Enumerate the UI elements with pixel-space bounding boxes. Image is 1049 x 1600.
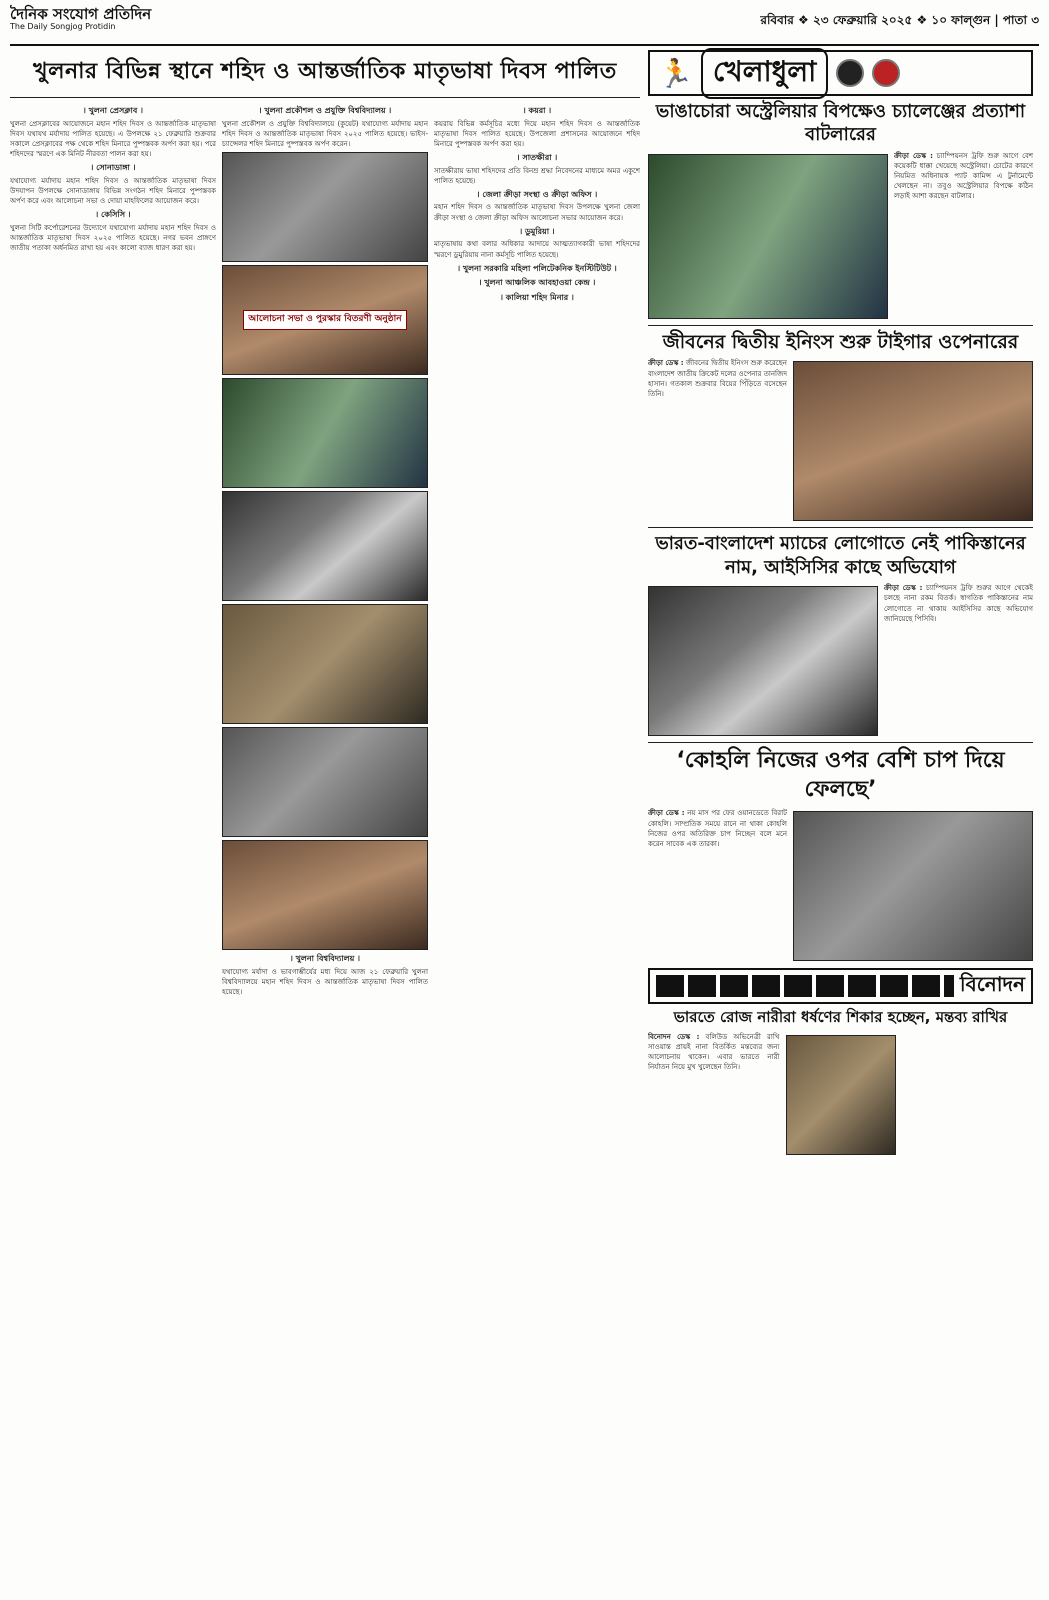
sports-banner bbox=[648, 50, 1033, 96]
credit: ক্রীড়া ডেস্ক : bbox=[884, 584, 923, 593]
story-paragraph: বলিউড অভিনেত্রী রাখি সাওয়ান্ত প্রায়ই নানা বিতর্কিত মন্তব্যের জন্য আলোচনায় থাকেন। এবার ভারতে নারী নির্যাতন নিয়ে মুখ খুলেছেন তিনি। bbox=[648, 1032, 780, 1072]
filmstrip-icon bbox=[656, 975, 954, 997]
subhead: । কেসিসি । bbox=[95, 210, 131, 220]
paragraph: সাতক্ষীরায় ভাষা শহিদদের প্রতি বিনম্র শ্রদ্ধা নিবেদনের মাধ্যমে অমর একুশে পালিত হয়েছে। bbox=[434, 166, 640, 185]
page-grid bbox=[10, 50, 1039, 1580]
story-body bbox=[648, 808, 1033, 964]
paragraph: কয়রায় বিভিন্ন কর্মসূচির মধ্যে দিয়ে মহান শহিদ দিবস ও আন্তর্জাতিক মাতৃভাষা দিবস পালিত হয়েছে। উপজেলা প্রশাসনের আয়োজনে শহিদ মিনারে পুষ্পস্তবক অর্পণ করা হয়। bbox=[434, 119, 640, 148]
wedding-photo bbox=[793, 361, 1033, 521]
story-body bbox=[648, 358, 1033, 524]
credit: বিনোদন ডেস্ক : bbox=[648, 1032, 700, 1041]
paper-name: দৈনিক সংযোগ প্রতিদিন bbox=[10, 5, 152, 23]
team-photo bbox=[648, 154, 888, 319]
sports-title: খেলাধুলা bbox=[701, 48, 828, 99]
left-section bbox=[10, 50, 640, 1580]
event-photo-banner bbox=[222, 265, 428, 375]
credit: ক্রীড়া ডেস্ক : bbox=[648, 809, 685, 818]
subhead: । ডুমুরিয়া । bbox=[519, 226, 555, 236]
banner-text: আলোচনা সভা ও পুরস্কার বিতরণী অনুষ্ঠান bbox=[243, 310, 406, 329]
subhead: । জেলা ক্রীড়া সংস্থা ও ক্রীড়া অফিস । bbox=[476, 189, 598, 199]
main-headline: খুলনার বিভিন্ন স্থানে শহিদ ও আন্তর্জাতিক মাতৃভাষা দিবস পালিত bbox=[10, 50, 640, 98]
article-column-1 bbox=[10, 102, 216, 1580]
paragraph: খুলনা সিটি কর্পোরেশনের উদ্যোগে যথাযোগ্য মর্যাদায় মহান শহিদ দিবস ও আন্তর্জাতিক মাতৃভাষা দিবস ২০২৫ পালিত হয়েছে। নগর ভবন প্রাঙ্গণে জাতীয় পতাকা অর্ধনমিত রাখা হয় এবং কালো ব্যাজ ধারণ করা হয়। bbox=[10, 223, 216, 253]
event-photo bbox=[222, 378, 428, 488]
subhead: । সাতক্ষীরা । bbox=[516, 153, 558, 163]
event-photo bbox=[222, 604, 428, 724]
entertainment-title: বিনোদন bbox=[959, 971, 1025, 996]
paper-name-en: The Daily Songjog Protidin bbox=[10, 21, 116, 31]
credit: ক্রীড়া ডেস্ক : bbox=[894, 151, 933, 160]
cricket-ball-icon bbox=[872, 59, 900, 87]
runner-icon: 🏃 bbox=[658, 56, 693, 90]
entertainment-banner bbox=[648, 968, 1033, 1004]
story-headline: ভারতে রোজ নারীরা ধর্ষণের শিকার হচ্ছেন, মন্তব্য রাখির bbox=[673, 1008, 1008, 1027]
event-photo bbox=[222, 152, 428, 262]
paragraph: মাতৃভাষায় কথা বলার অধিকার আদায়ে আত্মত্যাগকারী ভাষা শহিদদের স্মরণে ডুমুরিয়ায় নানা কর্মসূচি পালিত হয়েছে। bbox=[434, 240, 640, 259]
subhead: । খুলনা আঞ্চলিক আবহাওয়া কেন্দ্র । bbox=[478, 278, 596, 288]
story-paragraph: চ্যাম্পিয়নস ট্রফি শুরুর আগে থেকেই চলছে নানা রকম বিতর্ক। স্বাগতিক পাকিস্তানের নাম লোগোতে না থাকায় আইসিসির কাছে অভিযোগ জানিয়েছে পিসিবি। bbox=[884, 584, 1033, 623]
credit: ক্রীড়া ডেস্ক : bbox=[648, 359, 684, 368]
story-text bbox=[884, 583, 1033, 739]
paper-logo bbox=[10, 6, 151, 31]
article-columns bbox=[10, 102, 640, 1580]
story-paragraph: চ্যাম্পিয়নস ট্রফি শুরু আগে বেশ কয়েকটি ধাক্কা খেয়েছে অস্ট্রেলিয়া। চোটের কারণে নিয়মিত অধিনায়ক প্যাট কামিন্স এ টুর্নামেন্টে খেলছেন না। তবুও অস্ট্রেলিয়ার বিপক্ষে কঠিন লড়াই আশা করছেন বাটলার। bbox=[894, 151, 1033, 201]
story-paragraph: জীবনের দ্বিতীয় ইনিংস শুরু করেছেন বাংলাদেশ জাতীয় ক্রিকেট দলের ওপেনার তানজিদ হাসান। গতকাল শুক্রবার বিয়ের পিঁড়িতে বসেছেন তিনি। bbox=[648, 359, 787, 398]
dateline: রবিবার ❖ ২৩ ফেব্রুয়ারি ২০২৫ ❖ ১০ ফাল্গুন | পাতা ৩ bbox=[760, 13, 1039, 27]
right-section bbox=[648, 50, 1033, 1580]
story-headline: ভারত-বাংলাদেশ ম্যাচের লোগোতে নেই পাকিস্তানের নাম, আইসিসির কাছে অভিযোগ bbox=[648, 527, 1033, 583]
subhead: । কয়রা । bbox=[522, 106, 552, 115]
story-headline: জীবনের দ্বিতীয় ইনিংস শুরু টাইগার ওপেনারের bbox=[648, 325, 1033, 359]
paragraph: খুলনা প্রেসক্লাবের আয়োজনে মহান শহিদ দিবস ও আন্তর্জাতিক মাতৃভাষা দিবস যথাযথ মর্যাদায় পালিত হয়েছে। এ উপলক্ষে ২১ ফেব্রুয়ারি শুক্রবার সকালে প্রেসক্লাবের পক্ষ থেকে শহিদ মিনারে পুষ্পস্তবক অর্পণ করা হয়। পরে শহিদদের স্মরণে এক মিনিট নীরবতা পালন করা হয়। bbox=[10, 119, 216, 159]
event-photo bbox=[222, 491, 428, 601]
story-text bbox=[648, 1032, 780, 1158]
subhead: । খুলনা বিশ্ববিদ্যালয় । bbox=[290, 954, 360, 964]
story-text bbox=[648, 358, 787, 524]
paragraph: যথাযোগ্য মর্যাদা ও ভাবগাম্ভীর্যের মধ্য দিয়ে আজ ২১ ফেব্রুয়ারি খুলনা বিশ্ববিদ্যালয়ে মহান শহিদ দিবস ও আন্তর্জাতিক মাতৃভাষা দিবস পালিত হয়েছে। bbox=[222, 967, 428, 996]
paragraph: মহান শহিদ দিবস ও আন্তর্জাতিক মাতৃভাষা দিবস উপলক্ষে খুলনা জেলা ক্রীড়া সংস্থা ও জেলা ক্রীড়া অফিস আলোচনা সভার আয়োজন করে। bbox=[434, 203, 640, 222]
story-paragraph: নয় মাস পর ফের ওয়ানডেতে বিরাট কোহলি। সাম্প্রতিক সময়ে রানে না থাকা কোহলি নিজের ওপর অতিরিক্ত চাপ নিচ্ছেন বলে মনে করেন সাবেক এক তারকা। bbox=[648, 809, 787, 848]
subhead: । কালিয়া শহিদ মিনার । bbox=[500, 292, 574, 302]
event-photo bbox=[222, 840, 428, 950]
story-text bbox=[894, 151, 1033, 322]
story-headline: ‘কোহলি নিজের ওপর বেশি চাপ দিয়ে ফেলছে’ bbox=[648, 742, 1033, 808]
actress-photo bbox=[786, 1035, 896, 1155]
football-icon bbox=[836, 59, 864, 87]
subhead: । খুলনা সরকারি মহিলা পলিটেকনিক ইনস্টিটিউট । bbox=[457, 263, 617, 273]
story-body bbox=[648, 151, 1033, 322]
article-column-2 bbox=[222, 102, 428, 1580]
story-text-cont bbox=[902, 1032, 1034, 1158]
paragraph: খুলনা প্রকৌশল ও প্রযুক্তি বিশ্ববিদ্যালয়ে (কুয়েট) যথাযোগ্য মর্যাদায় মহান শহিদ দিবস ও আন্তর্জাতিক মাতৃভাষা দিবস ২০২৫ পালিত হয়েছে। ভাইস-চ্যান্সেলর শহিদ মিনারে পুষ্পস্তবক অর্পণ করেন। bbox=[222, 119, 428, 148]
event-photo bbox=[222, 727, 428, 837]
story-headline: ভাঙাচোরা অস্ট্রেলিয়ার বিপক্ষেও চ্যালেঞ্জের প্রত্যাশা বাটলারের bbox=[655, 101, 1026, 146]
masthead bbox=[10, 6, 1039, 46]
batting-photo bbox=[793, 811, 1033, 961]
subhead: । খুলনা প্রেসক্লাব । bbox=[83, 106, 143, 115]
story-text bbox=[648, 808, 787, 964]
paragraph: যথাযোগ্য মর্যাদায় মহান শহিদ দিবস ও আন্তর্জাতিক মাতৃভাষা দিবস উদযাপন উপলক্ষে সোনাডাঙ্গায় বিভিন্ন সংগঠন শহিদ মিনারে পুষ্পস্তবক অর্পণ করে এবং আলোচনা সভা ও দোয়া মাহফিলের আয়োজন করে। bbox=[10, 176, 216, 206]
match-photo bbox=[648, 586, 878, 736]
story-body bbox=[648, 583, 1033, 739]
subhead: । খুলনা প্রকৌশল ও প্রযুক্তি বিশ্ববিদ্যালয় । bbox=[258, 106, 392, 115]
subhead: । সোনাডাঙ্গা । bbox=[90, 163, 136, 173]
story-body bbox=[648, 1032, 1033, 1158]
article-column-3 bbox=[434, 102, 640, 1580]
